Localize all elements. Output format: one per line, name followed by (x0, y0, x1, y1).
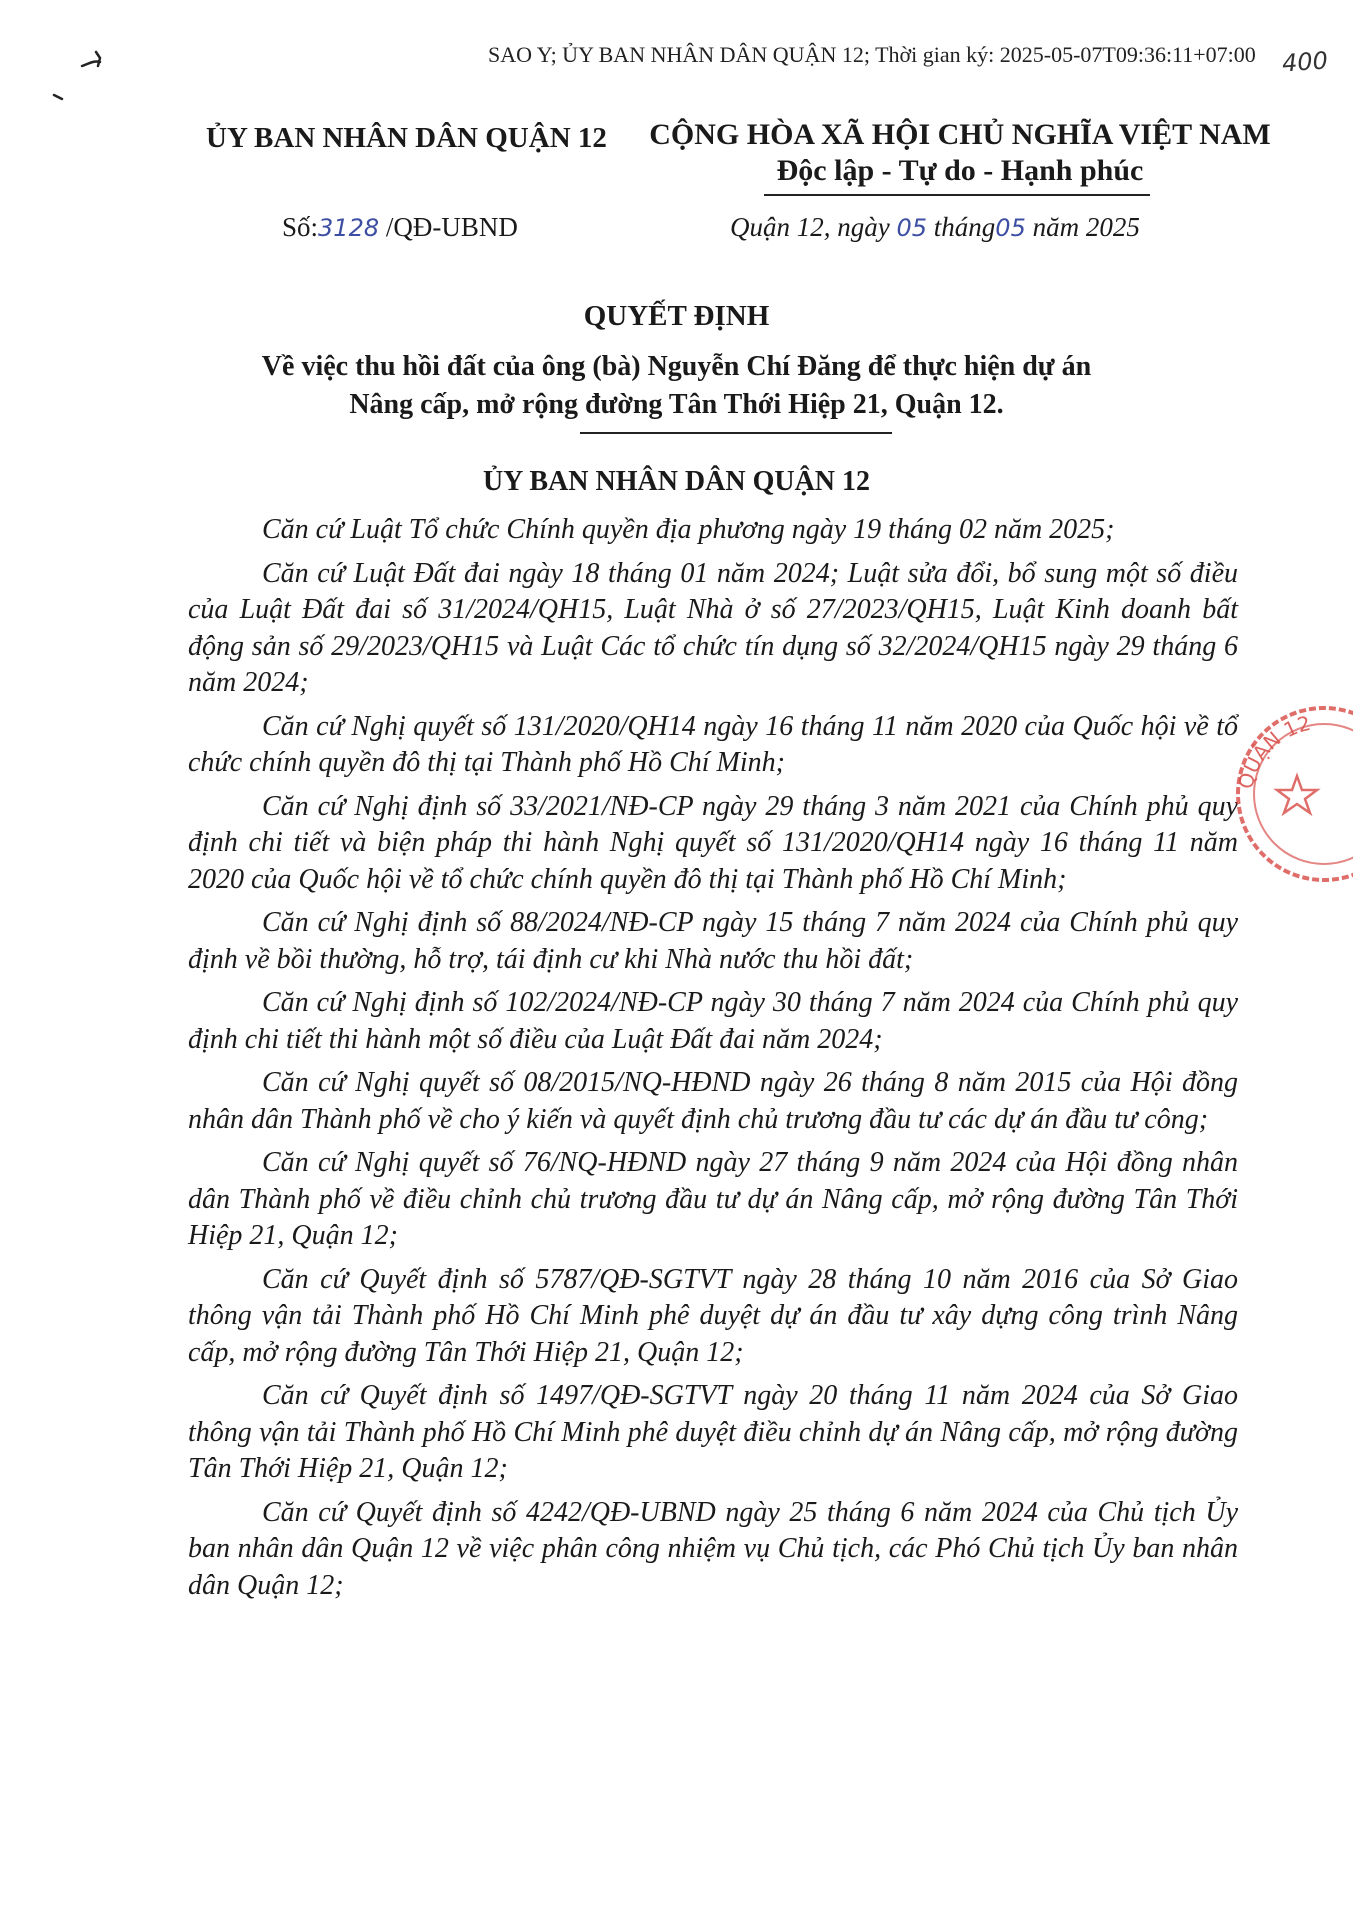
handwritten-page-number: 400 (1281, 46, 1329, 78)
seal-text: QUẬN 12 (1233, 710, 1313, 792)
legal-basis-paragraph: Căn cứ Luật Tổ chức Chính quyền địa phương ngày 19 tháng 02 năm 2025; (262, 514, 1115, 545)
legal-basis-paragraph: Căn cứ Luật Đất đai ngày 18 tháng 01 năm 2024; Luật sửa đổi, bổ sung một số điều của Luật Đất đai số 31/2024/QH15, Luật Nhà ở số 27/2023/QH15, Luật Kinh doanh bất động sản số 29/2023/QH15 và Luật Các tổ chức tín dụng số 32/2024/QH15 ngày 29 tháng 6 năm 2024; (188, 557, 1238, 698)
national-header (646, 118, 1274, 188)
document-number (282, 212, 518, 243)
country-name: CỘNG HÒA XÃ HỘI CHỦ NGHĨA VIỆT NAM (649, 118, 1271, 151)
pen-mark-icon (78, 46, 112, 74)
legal-basis-paragraph: Căn cứ Nghị định số 102/2024/NĐ-CP ngày 30 tháng 7 năm 2024 của Chính phủ quy định chi tiết thi hành một số điều của Luật Đất đai năm 2024; (188, 987, 1238, 1055)
date-month-word: tháng (927, 212, 996, 242)
subject-line: Nâng cấp, mở rộng đường Tân Thới Hiệp 21, Quận 12. (349, 389, 1004, 420)
legal-basis-paragraph: Căn cứ Quyết định số 1497/QĐ-SGTVT ngày 20 tháng 11 năm 2024 của Sở Giao thông vận tải Thành phố Hồ Chí Minh phê duyệt điều chỉnh dự án Nâng cấp, mở rộng đường Tân Thới Hiệp 21, Quận 12; (188, 1380, 1238, 1484)
legal-basis-paragraph: Căn cứ Nghị định số 88/2024/NĐ-CP ngày 15 tháng 7 năm 2024 của Chính phủ quy định về bồi thường, hỗ trợ, tái định cư khi Nhà nước thu hồi đất; (188, 907, 1238, 975)
subject-underline (580, 432, 892, 434)
issuer-name: ỦY BAN NHÂN DÂN QUẬN 12 (206, 122, 607, 154)
legal-basis-paragraph: Căn cứ Nghị quyết số 08/2015/NQ-HĐND ngày 26 tháng 8 năm 2015 của Hội đồng nhân dân Thành phố về cho ý kiến và quyết định chủ trương đầu tư các dự án đầu tư công; (188, 1067, 1238, 1135)
date-place: Quận 12, ngày (730, 212, 897, 242)
doc-number-handwritten: 3128 (318, 214, 380, 242)
legal-basis-paragraph: Căn cứ Nghị quyết số 131/2020/QH14 ngày 16 tháng 11 năm 2020 của Quốc hội về tổ chức chính quyền đô thị tại Thành phố Hồ Chí Minh; (188, 710, 1238, 778)
digital-copy-stamp: SAO Y; ỦY BAN NHÂN DÂN QUẬN 12; Thời gian ký: 2025-05-07T09:36:11+07:00 (488, 42, 1256, 67)
national-motto: Độc lập - Tự do - Hạnh phúc (776, 154, 1144, 187)
legal-basis-paragraph: Căn cứ Nghị quyết số 76/NQ-HĐND ngày 27 tháng 9 năm 2024 của Hội đồng nhân dân Thành phố về điều chỉnh chủ trương đầu tư dự án Nâng cấp, mở rộng đường Tân Thới Hiệp 21, Quận 12; (188, 1147, 1238, 1251)
issuing-authority: ỦY BAN NHÂN DÂN QUẬN 12 (482, 466, 871, 497)
legal-basis-paragraph: Căn cứ Quyết định số 4242/QĐ-UBND ngày 25 tháng 6 năm 2024 của Chủ tịch Ủy ban nhân dân Quận 12 về việc phân công nhiệm vụ Chủ tịch, các Phó Chủ tịch Ủy ban nhân dân Quận 12; (188, 1496, 1238, 1601)
red-seal-icon (1212, 690, 1353, 890)
motto-underline (764, 194, 1150, 196)
pen-dot-icon (52, 92, 66, 102)
subject-line: Về việc thu hồi đất của ông (bà) Nguyễn Chí Đăng để thực hiện dự án (261, 351, 1092, 382)
issue-date (730, 212, 1140, 243)
legal-bases (188, 512, 1238, 1611)
doc-number-prefix: Số: (282, 212, 319, 242)
date-day-handwritten: 05 (896, 214, 928, 242)
legal-basis-paragraph: Căn cứ Nghị định số 33/2021/NĐ-CP ngày 29 tháng 3 năm 2021 của Chính phủ quy định chi tiết và biện pháp thi hành Nghị quyết số 131/2020/QH14 ngày 16 tháng 11 năm 2020 của Quốc hội về tổ chức chính quyền đô thị tại Thành phố Hồ Chí Minh; (188, 790, 1238, 895)
document-title: QUYẾT ĐỊNH (583, 300, 770, 332)
legal-basis-paragraph: Căn cứ Quyết định số 5787/QĐ-SGTVT ngày 28 tháng 10 năm 2016 của Sở Giao thông vận tải Thành phố Hồ Chí Minh phê duyệt dự án đầu tư xây dựng công trình Nâng cấp, mở rộng đường Tân Thới Hiệp 21, Quận 12; (188, 1263, 1238, 1368)
document-subject (0, 348, 1353, 424)
date-month-handwritten: 05 (995, 214, 1026, 242)
date-year: năm 2025 (1025, 212, 1140, 242)
doc-number-suffix: /QĐ-UBND (379, 212, 518, 242)
